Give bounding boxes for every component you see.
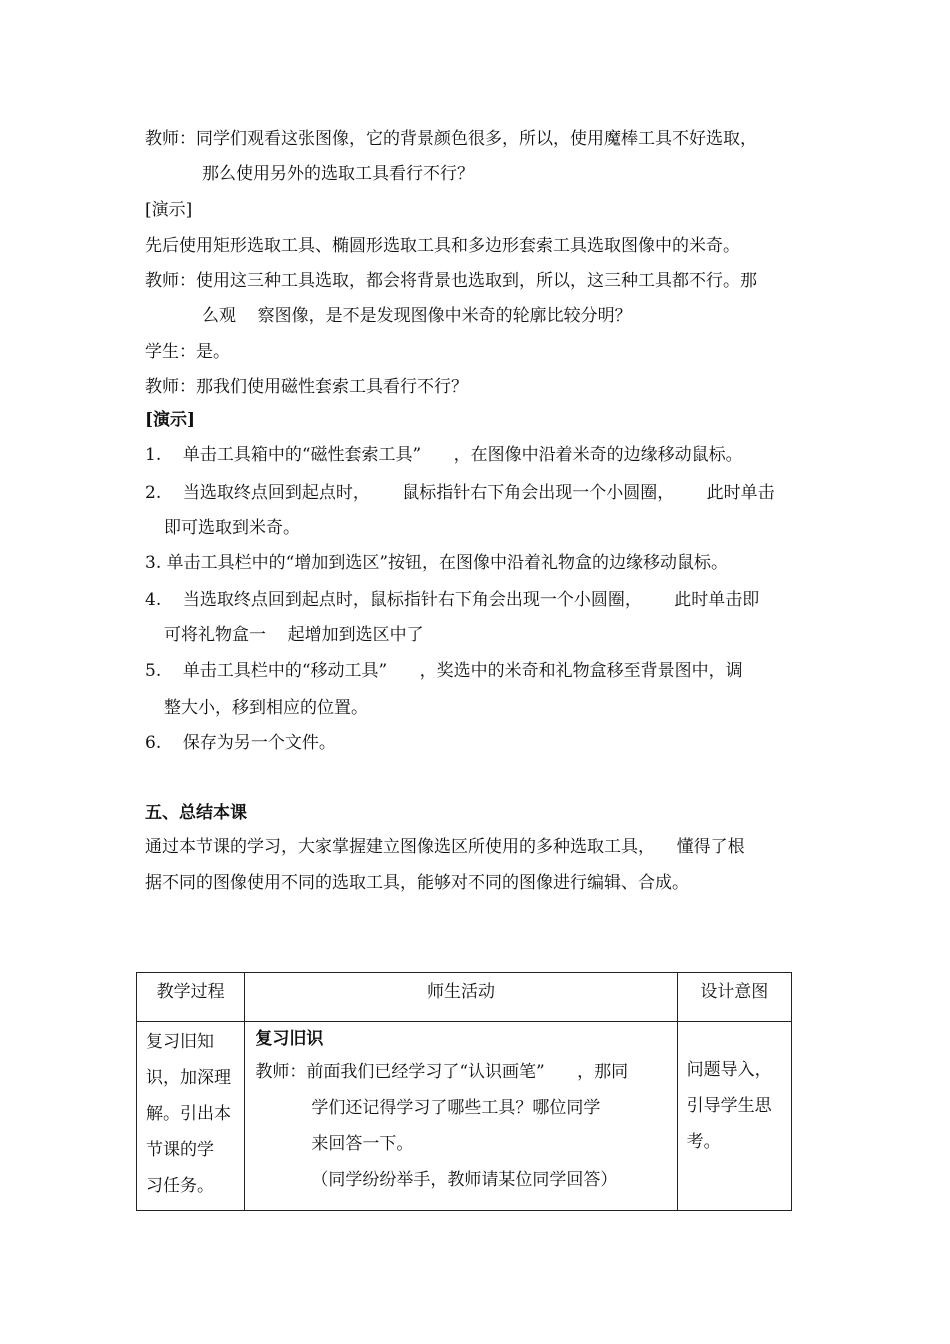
list-item: 2. 当选取终点回到起点时， 鼠标指针右下角会出现一个小圆圈， 此时单击 (145, 483, 775, 503)
table-row (137, 1022, 792, 1211)
list-item: 5. 单击工具栏中的“移动工具” ，奖选中的米奇和礼物盒移至背景图中，调 (145, 661, 743, 681)
cell-line: 解。引出本 (146, 1104, 231, 1124)
cell-line: 问题导入， (686, 1060, 772, 1080)
header-process: 教学过程 (137, 973, 245, 1022)
text-line: 教师：那我们使用磁性套索工具看行不行？ (145, 377, 468, 397)
list-item: 3. 单击工具栏中的“增加到选区”按钮，在图像中沿着礼物盒的边缘移动鼠标。 (145, 553, 729, 573)
list-item: 4. 当选取终点回到起点时，鼠标指针右下角会出现一个小圆圈， 此时单击即 (145, 590, 760, 610)
header-intent: 设计意图 (677, 973, 791, 1022)
text-line: [演示] (145, 200, 193, 220)
text-line: 教师：同学们观看这张图像，它的背景颜色很多，所以，使用魔棒工具不好选取， (145, 129, 757, 149)
summary-line: 据不同的图像使用不同的选取工具，能够对不同的图像进行编辑、合成。 (145, 873, 689, 893)
list-item-continuation: 即可选取到米奇。 (164, 518, 300, 538)
list-item-continuation: 整大小，移到相应的位置。 (164, 698, 368, 718)
activity-title: 复习旧识 (255, 1029, 324, 1049)
list-item: 1. 单击工具箱中的“磁性套索工具” ，在图像中沿着米奇的边缘移动鼠标。 (145, 445, 743, 465)
text-line: 那么使用另外的选取工具看行不行？ (202, 164, 474, 184)
list-item: 6. 保存为另一个文件。 (145, 733, 336, 753)
summary-line: 通过本节课的学习，大家掌握建立图像选区所使用的多种选取工具， 懂得了根 (145, 837, 745, 857)
cell-line: 习任务。 (146, 1176, 214, 1196)
process-cell (137, 1022, 245, 1211)
cell-line: 引导学生思 (686, 1096, 772, 1116)
text-line: 先后使用矩形选取工具、椭圆形选取工具和多边形套索工具选取图像中的米奇。 (145, 236, 740, 256)
intent-cell (677, 1022, 791, 1211)
cell-line: 节课的学 (146, 1140, 214, 1160)
cell-line: 教师：前面我们已经学习了“认识画笔” ，那同 (255, 1062, 629, 1082)
text-line: 学生：是。 (145, 342, 230, 362)
section-title: 五、总结本课 (145, 803, 247, 823)
cell-line: 学们还记得学习了哪些工具？哪位同学 (311, 1098, 601, 1118)
cell-line: 识，加深理 (146, 1068, 231, 1088)
lesson-table (136, 972, 792, 1211)
text-line: 么观 察图像，是不是发现图像中米奇的轮廓比较分明？ (202, 306, 632, 326)
header-activity: 师生活动 (245, 973, 677, 1022)
table-header-row (137, 973, 792, 1022)
cell-line: 来回答一下。 (311, 1134, 414, 1154)
cell-line: （同学纷纷举手，教师请某位同学回答） (311, 1170, 618, 1190)
cell-line: 复习旧知 (146, 1032, 214, 1052)
text-line: [演示] (145, 410, 196, 430)
text-line: 教师：使用这三种工具选取，都会将背景也选取到，所以，这三种工具都不行。那 (145, 271, 757, 291)
cell-line: 考。 (686, 1132, 721, 1152)
list-item-continuation: 可将礼物盒一 起增加到选区中了 (164, 625, 424, 645)
activity-cell (245, 1022, 677, 1211)
